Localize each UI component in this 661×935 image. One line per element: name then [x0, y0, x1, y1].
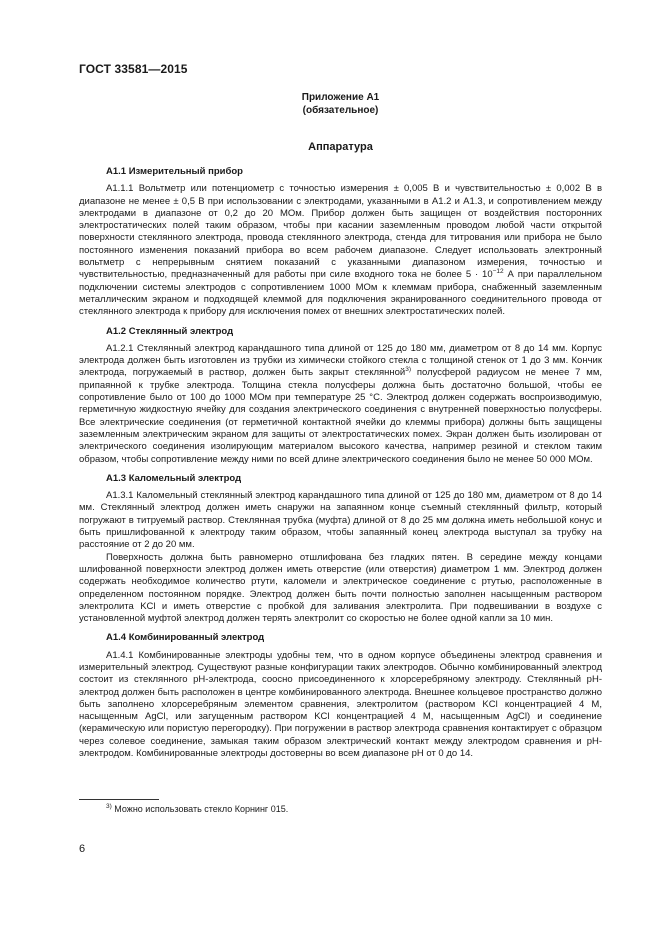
- paragraph: [79, 183, 602, 318]
- paragraph: [79, 552, 602, 626]
- section: [79, 473, 602, 626]
- appendix-status: (обязательное): [302, 105, 379, 116]
- appendix-title: Приложение А1: [301, 92, 380, 103]
- section: [79, 632, 602, 760]
- section-title: А1.1 Измерительный прибор: [106, 166, 243, 177]
- section-title: А1.4 Комбинированный электрод: [106, 632, 265, 644]
- section: [79, 326, 602, 466]
- text-run: Поверхность должна быть равномерно отшлифована без гладких пятен. В середине между концами шлифованной поверхности электрод должен иметь отверстие (или отверстия) диаметром 1 мм. Электрод должен содержать необходимое количество ртути, каломели и электрическое соединение с ртутью, расположенные в определенном постоянном порядке. Электрод должен быть почти полностью заполнен насыщенным раствором электролита KCl и иметь отверстие с пробкой для заливания электролита. При подвешивании в воздухе с установленной муфтой электрод должен терять электролит со скоростью не более одной капли за 10 мин.: [79, 551, 602, 625]
- main-title: Аппаратура: [308, 141, 373, 153]
- page-number: 6: [79, 843, 86, 855]
- superscript: 3): [405, 366, 412, 374]
- footnote: [106, 804, 288, 814]
- superscript: −12: [492, 268, 504, 276]
- text-run: А1.4.1 Комбинированные электроды удобны тем, что в одном корпусе объединены электрод сравнения и измерительный электрод. Существуют разные конфигурации таких электродов. Обычно комбинированный электрод состоит из стеклянного рН-электрода, соосно присоединенного к хлорсеребряному электроду. Стеклянный рН-электрод должен быть расположен в центре комбинированного электрода. Внешнее кольцевое пространство должно быть заполнено хлорсеребряным элементом сравнения, электролитом (раствором KCl концентрацией 4 М, насыщенным AgCl, или загущенным раствором KCl концентрацией 4 М, насыщенным AgCl) и соединение (керамическую или пористую перегородку). При погружении в раствор электрода сравнения контактирует с образцом через солевое соединение, замыкая таким образом электрический контакт между электродом сравнения и рН-электродом. Комбинированные электроды достоверны во всем диапазоне рН от 0 до 14.: [79, 649, 602, 760]
- text-run: А1.3.1 Каломельный стеклянный электрод карандашного типа длиной от 125 до 180 мм, диаметром от 8 до 14 мм. Стеклянный электрод должен иметь снаружи на запаянном конце съемный стеклянный фильтр, который погружают в титруемый раствор. Стеклянная трубка (муфта) длиной от 8 до 25 мм должна иметь небольшой конус и быть пришлифованной к электроду таким образом, чтобы запаянный конец электрода выступал за трубку на расстояние от 2 до 20 мм.: [79, 490, 602, 551]
- footnote-text: Можно использовать стекло Корнинг 015.: [114, 804, 289, 814]
- paragraph: [79, 490, 602, 551]
- text-run: А при параллельном подключении системы электродов с сопротивлением 1000 МОм к клеммам прибора, снабженный заземленным металлическим экраном и подходящей клеммой для подключения экранированного соединительного провода от стеклянного электрода к прибору для исключения помех от внешних электростатических полей.: [79, 269, 602, 318]
- paragraph: [79, 650, 602, 761]
- text-run: А1.1.1 Вольтметр или потенциометр с точностью измерения ± 0,005 В и чувствительностью ± 0,002 В в диапазоне не менее ± 0,5 В при использовании с электродами, указанными в А1.2 и А1.3, и сопротивлением между электродами в диапазоне от 0,2 до 20 МОм. Прибор должен быть защищен от воздействия посторонних электростатических полей таким образом, чтобы при касании заземленным проводом любой части открытой поверхности стеклянного электрода, провода стеклянного электрода, стенда для титрования или прибора не было постоянного изменения показаний прибора во всем рабочем диапазоне. Следует использовать электронный вольтметр с непрерывным снятием показаний с указанными диапазоном измерения, точностью и чувствительностью, предназначенный для работы при силе входного тока не более 5 · 10: [79, 183, 602, 281]
- section-title: А1.3 Каломельный электрод: [106, 472, 242, 484]
- text-run: А1.2.1 Стеклянный электрод карандашного типа длиной от 125 до 180 мм, диаметром от 8 до 14 мм. Корпус электрода должен быть изготовлен из трубки из химически стойкого стекла с толщиной стенок от 1 до 3 мм. Кончик электрода, погружаемый в раствор, должен быть закрыт стеклянной: [79, 342, 602, 379]
- paragraph: [79, 343, 602, 466]
- section: [79, 166, 602, 319]
- footnote-marker: 3): [106, 803, 112, 810]
- footnote-divider: [79, 799, 159, 800]
- appendix-heading: [79, 91, 602, 117]
- section-title: А1.2 Стеклянный электрод: [106, 325, 234, 337]
- document-code: ГОСТ 33581—2015: [79, 62, 188, 76]
- text-run: полусферой радиусом не менее 7 мм, припаянной к трубке электрода. Толщина стекла полусферы должна быть достаточно большой, чтобы ее сопротивление было от 100 до 1000 МОм при температуре 25 °С. Электрод должен содержать воспроизводимую, герметичную жидкостную ячейку для создания электрического соединения с внутренней поверхностью полусферы. Все электрические соединения (от герметичной контактной ячейки до клеммы прибора) должны быть защищены заземленным электрическим экраном для защиты от электростатических помех. Экран должен быть изолирован от электрического соединения изолирующим материалом высокого качества, например резиной и стеклом таким образом, чтобы сопротивление между ними по всей длине электрического соединения было не менее 50 000 МОм.: [79, 367, 602, 465]
- document-body: [79, 166, 602, 767]
